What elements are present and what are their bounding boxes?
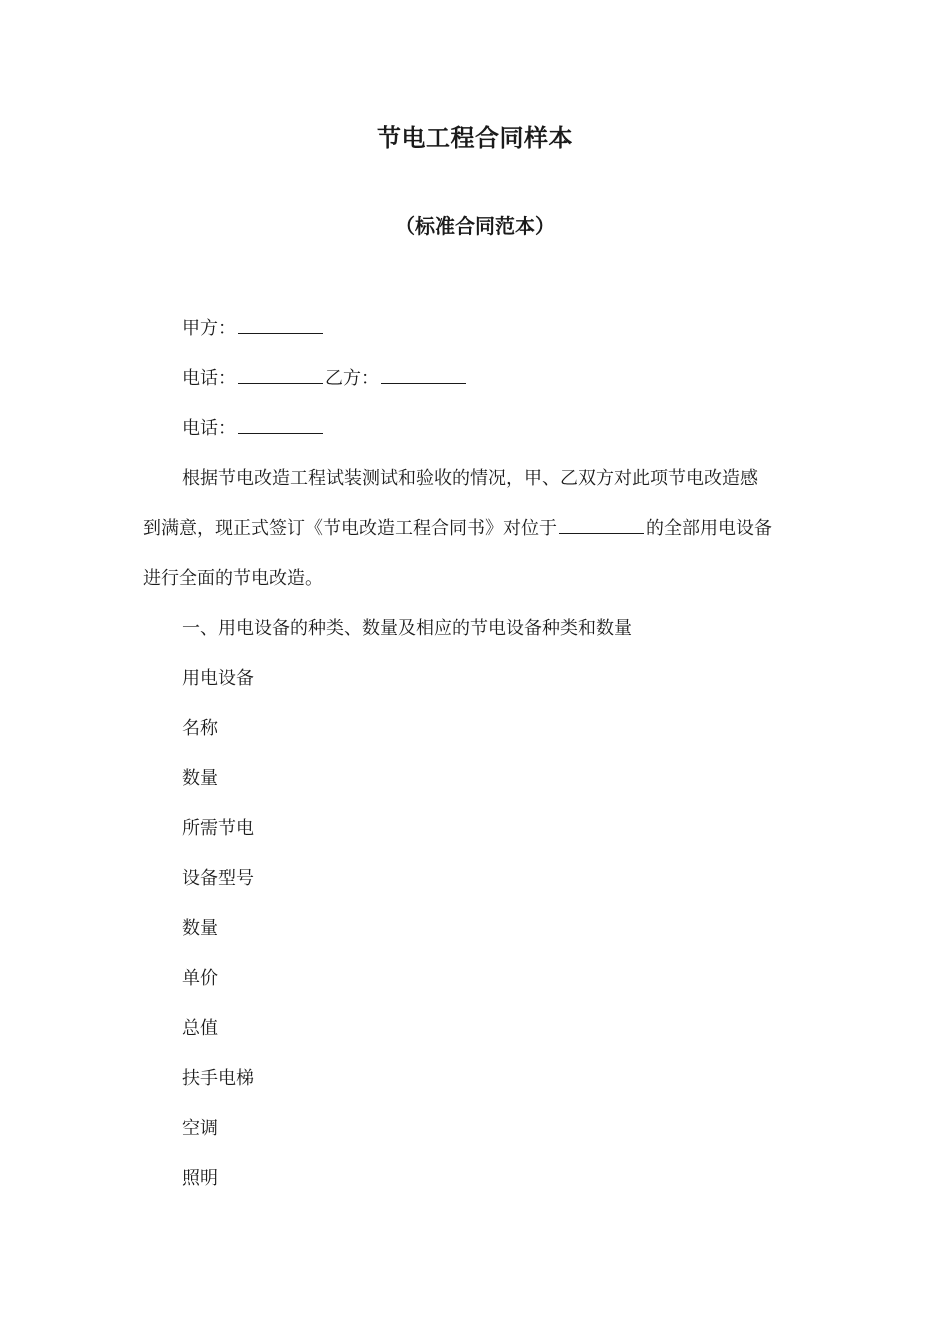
list-item: 所需节电 — [182, 818, 254, 839]
location-blank — [559, 515, 644, 534]
list-item: 空调 — [182, 1118, 218, 1139]
paragraph-line-3: 进行全面的节电改造。 — [143, 568, 323, 589]
phone-blank-2 — [238, 415, 323, 434]
party-b-blank — [381, 365, 466, 384]
paragraph-line-2 — [143, 514, 807, 564]
list-item: 用电设备 — [182, 668, 254, 689]
list-item: 总值 — [182, 1018, 218, 1039]
phone-line-2 — [143, 414, 807, 464]
party-a-blank — [238, 315, 323, 334]
paragraph-line-1: 根据节电改造工程试装测试和验收的情况，甲、乙双方对此项节电改造感 — [182, 468, 758, 489]
intro-paragraph — [143, 464, 807, 614]
list-item: 数量 — [182, 768, 218, 789]
party-a-line — [143, 314, 807, 364]
phone-label-1: 电话： — [182, 368, 236, 389]
phone-party-b-line — [143, 364, 807, 414]
document-subtitle: （标准合同范本） — [395, 214, 555, 238]
phone-label-2: 电话： — [182, 418, 236, 439]
phone-blank-1 — [238, 365, 323, 384]
list-item: 照明 — [182, 1168, 218, 1189]
list-item: 单价 — [182, 968, 218, 989]
document-title: 节电工程合同样本 — [377, 124, 573, 152]
list-item: 名称 — [182, 718, 218, 739]
party-b-label: 乙方： — [325, 368, 379, 389]
document-body — [143, 314, 807, 1214]
party-a-label: 甲方： — [182, 318, 236, 339]
paragraph-line-2-before: 到满意，现正式签订《节电改造工程合同书》对位于 — [143, 518, 557, 539]
list-item: 设备型号 — [182, 868, 254, 889]
paragraph-line-2-after: 的全部用电设备 — [646, 518, 772, 539]
list-item: 扶手电梯 — [182, 1068, 254, 1089]
list-item: 数量 — [182, 918, 218, 939]
section-1-heading: 一、用电设备的种类、数量及相应的节电设备种类和数量 — [182, 618, 632, 639]
